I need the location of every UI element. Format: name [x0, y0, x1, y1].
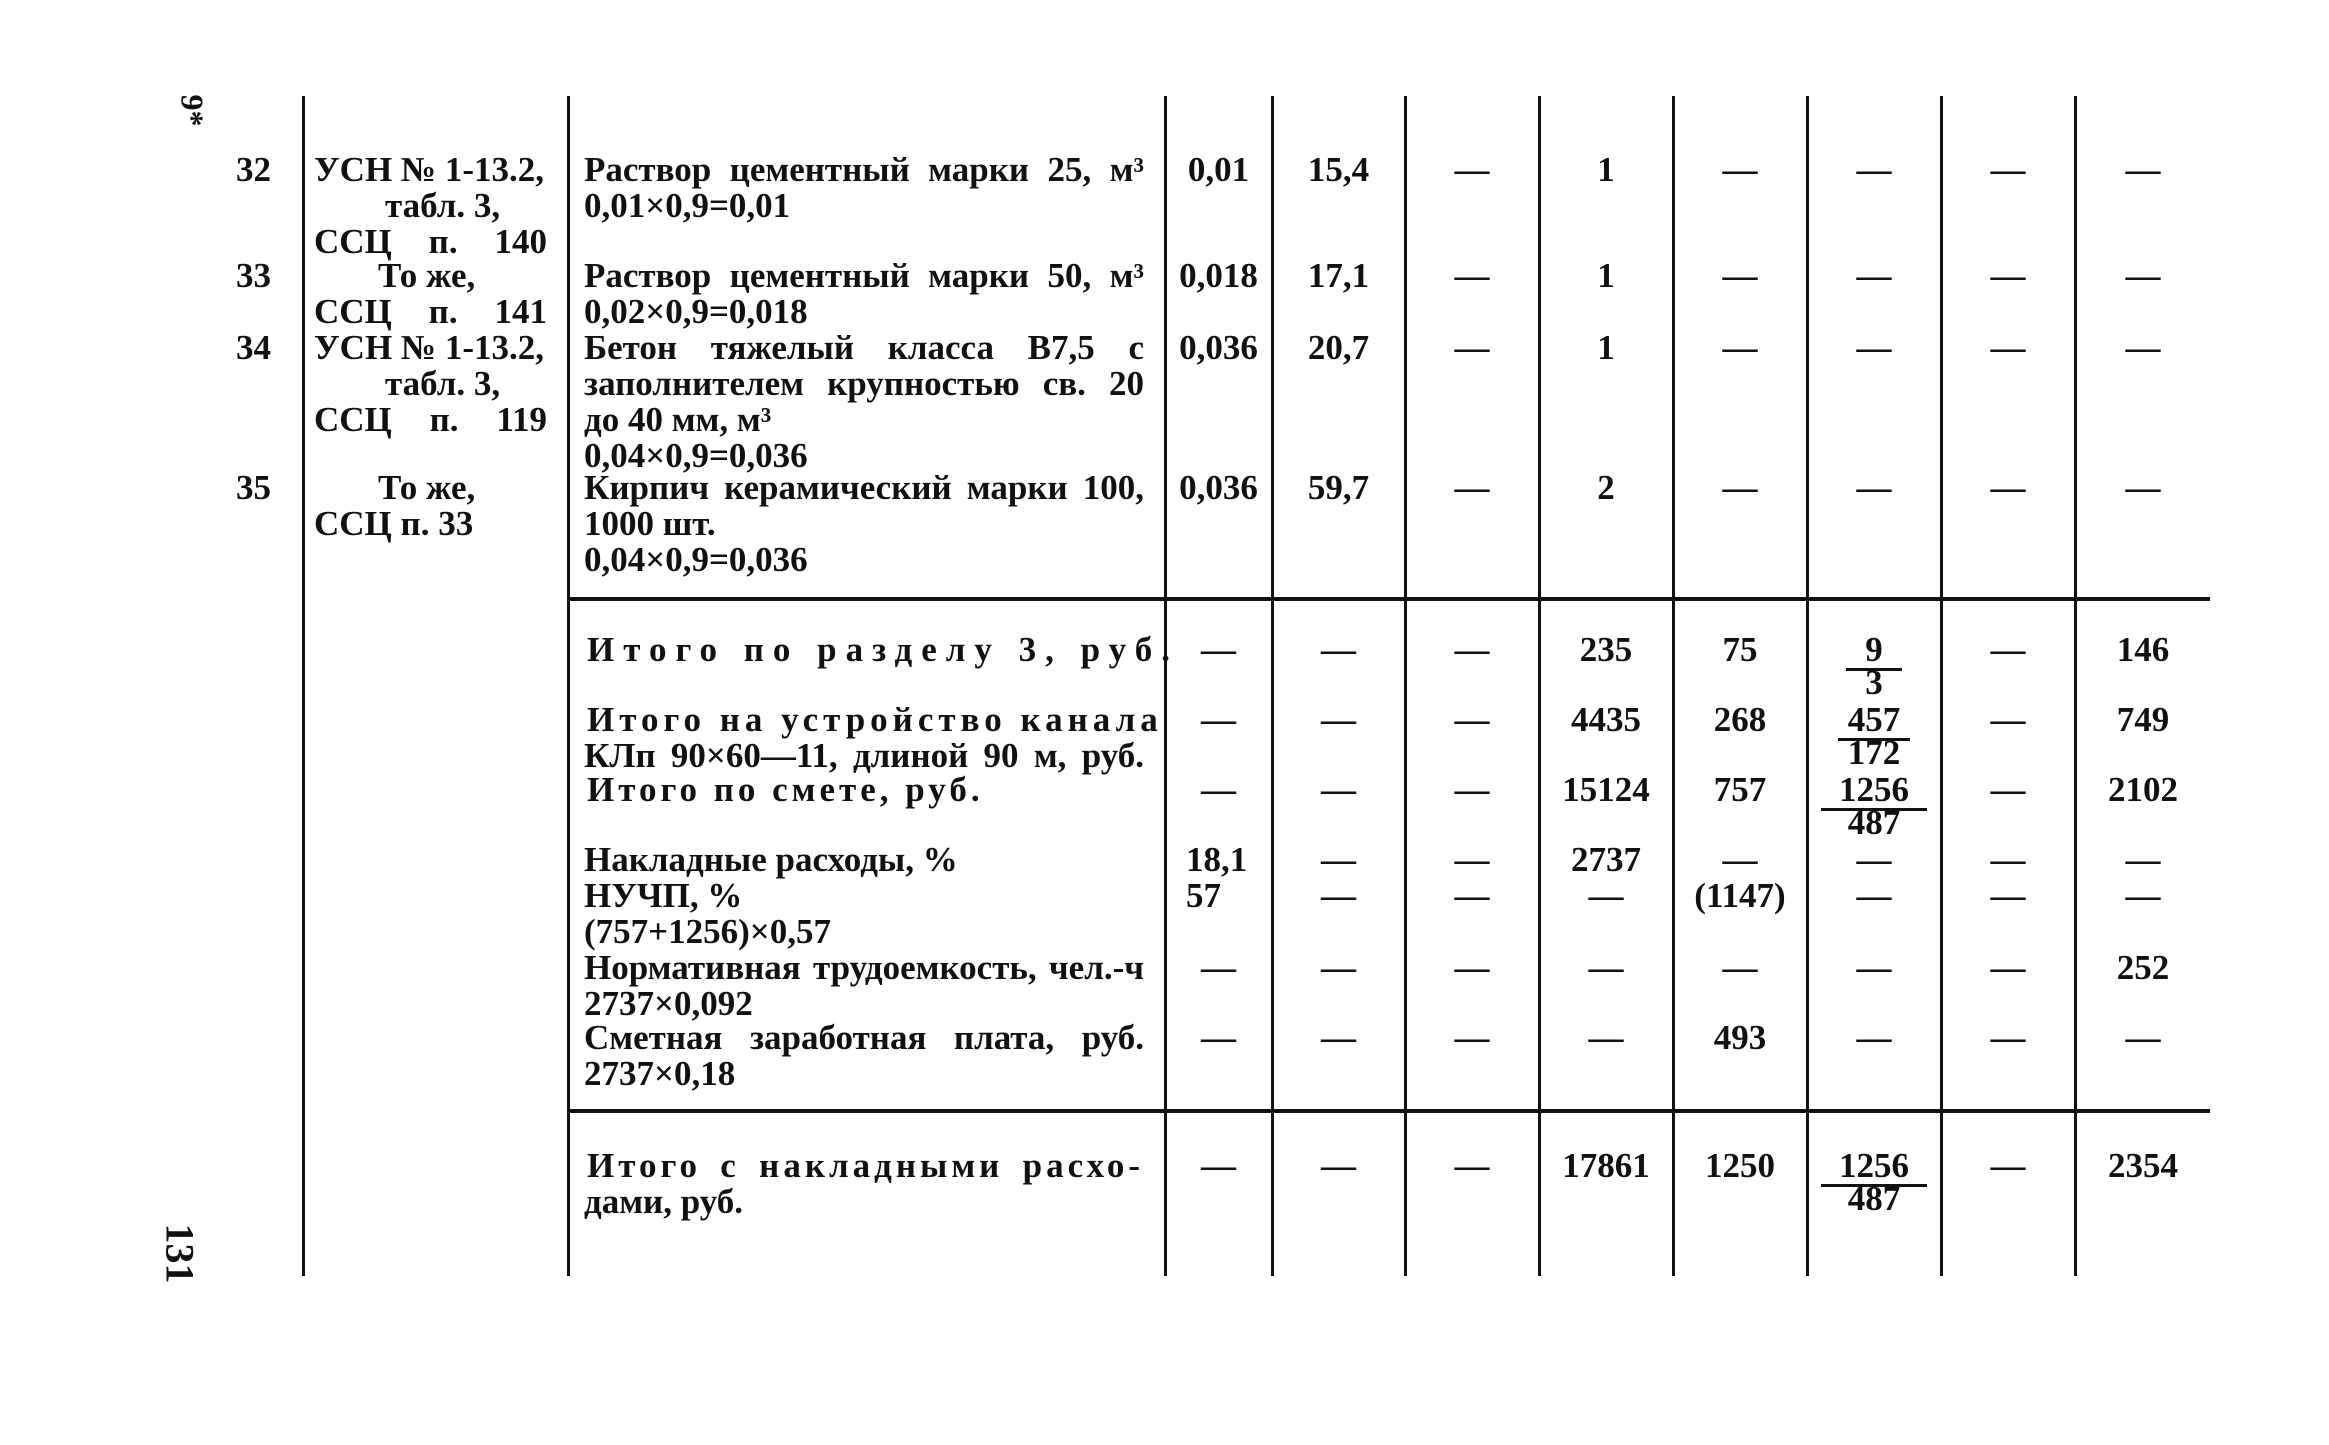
fraction-bottom: 172 — [1847, 733, 1901, 772]
row-desc: заполнителем крупностью св. 20 — [584, 364, 1144, 403]
rule-final-top — [567, 1109, 2210, 1113]
row-desc: 0,04×0,9=0,036 — [584, 540, 808, 579]
rule-after-num — [302, 96, 305, 1276]
fraction-cell — [1808, 702, 1940, 771]
cell: 1 — [1597, 328, 1615, 367]
cell: — — [1856, 840, 1892, 879]
cell: — — [1321, 770, 1356, 809]
row-ref: То же, — [378, 256, 476, 295]
cell: — — [1321, 1146, 1356, 1185]
total-label: Итого по разделу 3, руб. — [587, 630, 1179, 669]
cell: — — [1722, 840, 1758, 879]
cell: — — [1454, 1146, 1490, 1185]
cell: — — [1990, 630, 2026, 669]
page-number: 131 — [157, 1223, 203, 1284]
cell: 2354 — [2108, 1146, 2178, 1185]
cell: — — [1856, 948, 1892, 987]
cell: — — [1321, 876, 1356, 915]
cell: — — [1990, 840, 2026, 879]
cell: — — [1454, 770, 1490, 809]
cell: — — [1856, 1018, 1892, 1057]
row-ref: ССЦ п. 119 — [314, 400, 547, 439]
extra-label: Сметная заработная плата, руб. — [584, 1018, 1144, 1057]
cell: — — [1722, 256, 1758, 295]
cell: 2737 — [1571, 840, 1641, 879]
cell: — — [1454, 948, 1490, 987]
cell: — — [1990, 948, 2026, 987]
total-label: Итого по смете, руб. — [587, 770, 984, 809]
cell: — — [1454, 700, 1490, 739]
row-desc: Кирпич керамический марки 100, — [584, 468, 1144, 507]
cell: 75 — [1722, 630, 1758, 669]
cell: 0,01 — [1187, 150, 1250, 189]
cell: 2 — [1597, 468, 1615, 507]
fraction-cell — [1808, 772, 1940, 841]
cell: — — [1454, 630, 1490, 669]
cell: — — [1201, 630, 1236, 669]
cell: — — [1990, 256, 2026, 295]
cell: — — [1454, 876, 1490, 915]
fraction-top: 457 — [1847, 700, 1901, 739]
cell: — — [1856, 328, 1892, 367]
final-label: Итого с накладными расхо- — [587, 1146, 1144, 1185]
cell: — — [1588, 948, 1624, 987]
cell: — — [1201, 1018, 1236, 1057]
cell: — — [1321, 840, 1356, 879]
cell: — — [1321, 948, 1356, 987]
extra-label: Накладные расходы, % — [584, 840, 958, 879]
row-desc: 0,01×0,9=0,01 — [584, 186, 791, 225]
fraction-top: 1256 — [1839, 770, 1909, 809]
cell: 17861 — [1562, 1146, 1650, 1185]
cell: 1250 — [1705, 1146, 1775, 1185]
cell: — — [1454, 1018, 1490, 1057]
cell: 757 — [1713, 770, 1767, 809]
cell: — — [1321, 1018, 1356, 1057]
cell: — — [1454, 328, 1490, 367]
cell: — — [1454, 256, 1490, 295]
cell: — — [1722, 150, 1758, 189]
fraction-top: 9 — [1865, 630, 1883, 669]
row-number: 35 — [236, 468, 271, 507]
cell: 0,036 — [1179, 468, 1258, 507]
cell: — — [1990, 1146, 2026, 1185]
cell: 252 — [2116, 948, 2170, 987]
cell: 1 — [1597, 256, 1615, 295]
cell: 268 — [1713, 700, 1767, 739]
row-number: 32 — [236, 150, 271, 189]
cell: 15,4 — [1307, 150, 1370, 189]
cell: — — [1201, 700, 1236, 739]
cell: — — [1321, 700, 1356, 739]
row-desc: 0,04×0,9=0,036 — [584, 436, 808, 475]
cell: 20,7 — [1307, 328, 1370, 367]
cell: 4435 — [1571, 700, 1641, 739]
row-desc: Раствор цементный марки 50, м³ — [584, 256, 1144, 295]
cell: 59,7 — [1307, 468, 1370, 507]
cell: — — [1454, 150, 1490, 189]
cell: — — [1201, 1146, 1236, 1185]
cell: 18,1 — [1186, 840, 1248, 879]
row-number: 33 — [236, 256, 271, 295]
cell: 15124 — [1562, 770, 1650, 809]
row-ref: ССЦ п. 141 — [314, 292, 547, 331]
extra-label: НУЧП, % — [584, 876, 743, 915]
cell: — — [2125, 150, 2161, 189]
cell: 57 — [1186, 876, 1221, 915]
cell: 2102 — [2108, 770, 2178, 809]
row-ref: УСН № 1-13.2, — [314, 150, 545, 189]
cell: 0,018 — [1179, 256, 1258, 295]
cell: 749 — [2116, 700, 2170, 739]
cell: — — [1990, 328, 2026, 367]
cell: — — [1321, 630, 1356, 669]
total-label: КЛп 90×60—11, длиной 90 м, руб. — [584, 736, 1144, 775]
extra-label: 2737×0,092 — [584, 984, 753, 1023]
cell: — — [1856, 256, 1892, 295]
row-ref: ССЦ п. 33 — [314, 504, 474, 543]
cell: — — [1990, 1018, 2026, 1057]
row-desc: до 40 мм, м³ — [584, 400, 772, 439]
cell: 146 — [2116, 630, 2170, 669]
cell: — — [1856, 876, 1892, 915]
cell: — — [2125, 328, 2161, 367]
fraction-cell — [1808, 632, 1940, 701]
cell: — — [1722, 468, 1758, 507]
cell: — — [1856, 468, 1892, 507]
cell: 0,036 — [1179, 328, 1258, 367]
cell: — — [1990, 468, 2026, 507]
cell: — — [1454, 840, 1490, 879]
rule-section-top — [567, 597, 2210, 601]
cell: 493 — [1713, 1018, 1767, 1057]
extra-label: (757+1256)×0,57 — [584, 912, 831, 951]
row-desc: 0,02×0,9=0,018 — [584, 292, 808, 331]
cell: 17,1 — [1307, 256, 1370, 295]
row-desc: Раствор цементный марки 25, м³ — [584, 150, 1144, 189]
row-number: 34 — [236, 328, 271, 367]
cell: — — [1588, 1018, 1624, 1057]
extra-label: Нормативная трудоемкость, чел.-ч — [584, 948, 1144, 987]
cell: — — [2125, 1018, 2161, 1057]
cell: — — [1990, 150, 2026, 189]
cell: — — [2125, 468, 2161, 507]
fraction-top: 1256 — [1839, 1146, 1909, 1185]
cell: — — [1722, 328, 1758, 367]
margin-mark: 9* — [174, 94, 211, 127]
cell: — — [2125, 256, 2161, 295]
cell: — — [1990, 876, 2026, 915]
cell: 1 — [1597, 150, 1615, 189]
row-desc: 1000 шт. — [584, 504, 716, 543]
row-ref: табл. 3, — [385, 186, 501, 225]
row-ref: УСН № 1-13.2, — [314, 328, 545, 367]
rule-after-ref — [567, 96, 570, 1276]
cell: — — [2125, 876, 2161, 915]
row-ref: ССЦ п. 140 — [314, 222, 547, 261]
total-label: Итого на устройство канала — [587, 700, 1163, 739]
fraction-cell — [1808, 1148, 1940, 1217]
cell: 235 — [1579, 630, 1633, 669]
final-label: дами, руб. — [584, 1182, 744, 1221]
fraction-bottom: 3 — [1865, 663, 1883, 702]
fraction-bottom: 487 — [1847, 1179, 1901, 1218]
cell: (1147) — [1694, 876, 1786, 915]
cell: — — [1990, 770, 2026, 809]
cell: — — [2125, 840, 2161, 879]
cell: — — [1201, 770, 1236, 809]
row-desc: Бетон тяжелый класса В7,5 с — [584, 328, 1144, 367]
cell: — — [1201, 948, 1236, 987]
fraction-bottom: 487 — [1847, 803, 1901, 842]
row-ref: То же, — [378, 468, 476, 507]
row-ref: табл. 3, — [385, 364, 501, 403]
cell: — — [1856, 150, 1892, 189]
cell: — — [1588, 876, 1624, 915]
extra-label: 2737×0,18 — [584, 1054, 736, 1093]
cell: — — [1990, 700, 2026, 739]
cell: — — [1454, 468, 1490, 507]
cell: — — [1722, 948, 1758, 987]
